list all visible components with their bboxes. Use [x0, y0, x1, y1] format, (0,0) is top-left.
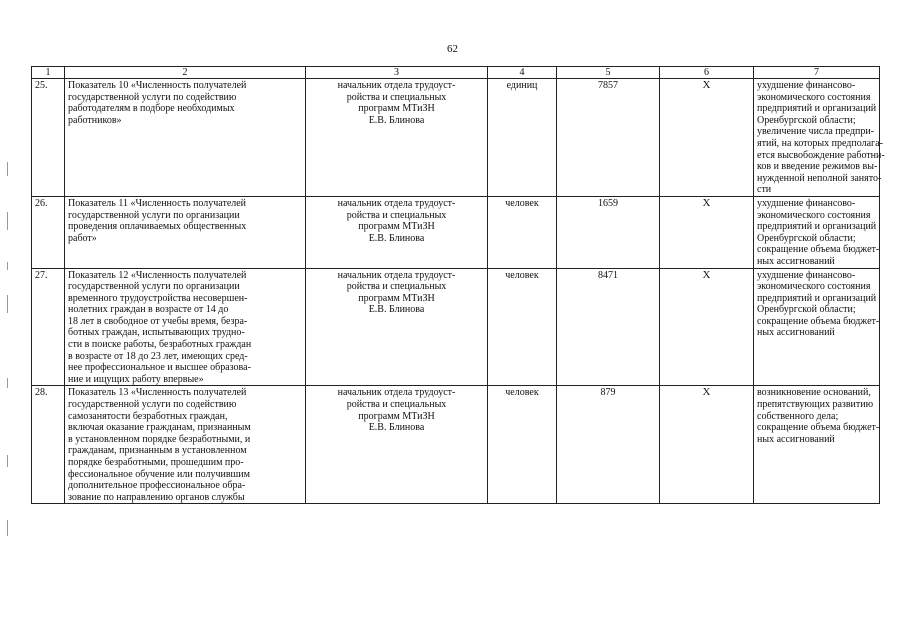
risks-cell-line: ухудшение финансово- [757, 80, 856, 91]
indicator-cell-line: самозанятости безработных граждан, [68, 410, 228, 422]
table-row [32, 79, 880, 197]
table-row [32, 196, 880, 268]
table-row [32, 268, 880, 386]
indicator-cell-line: Показатель 10 «Численность получателей [68, 80, 247, 91]
risks-cell-line: ухудшение финансово- [757, 197, 856, 209]
risks-cell-line: увеличение числа предпри- [757, 126, 875, 138]
risks-cell [754, 79, 885, 197]
risks-cell-line: препятствующих развитию [757, 399, 874, 411]
margin-mark [7, 378, 8, 388]
column-header: 1 [32, 67, 65, 79]
risks-cell-line: ных ассигнований [757, 327, 835, 339]
risks-cell-line: ухудшение финансово- [757, 269, 856, 281]
indicator-cell-line: работников» [68, 114, 122, 126]
header-row [32, 67, 880, 79]
risks-cell-line: экономического состояния [757, 209, 871, 221]
indicator-cell-line: нолетних граждан в возрасте от 14 до [68, 304, 229, 316]
value-cell: 879 [557, 386, 660, 504]
risks-cell-line: предприятий и организаций [757, 221, 877, 233]
mark-cell: Х [660, 268, 754, 386]
indicator-cell-line: порядке безработными, прошедшим про- [68, 457, 244, 468]
margin-mark [7, 162, 8, 176]
risks-cell-line: Оренбургской области; [757, 304, 856, 316]
indicator-cell-line: Показатель 12 «Численность получателей [68, 269, 247, 281]
margin-mark [7, 262, 8, 270]
responsible-cell-line: программ МТиЗН [358, 103, 435, 115]
indicator-cell-line: ботных граждан, испытывающих трудно- [68, 327, 245, 339]
risks-cell-line: сокращение объема бюджет- [757, 244, 880, 256]
responsible-cell-line: ройства и специальных [346, 91, 447, 103]
indicator-cell-line: государственной услуги по организации [68, 281, 240, 293]
page-number: 62 [447, 43, 458, 55]
indicator-cell-line: временного трудоустройства несовершен- [68, 292, 248, 304]
risks-cell-line: Оренбургской области; [757, 114, 856, 126]
responsible-cell-line: начальник отдела трудоуст- [337, 269, 456, 281]
risks-cell-line: ных ассигнований [757, 255, 835, 267]
indicator-cell [65, 386, 306, 504]
risks-cell-line: возникновение оснований, [757, 387, 871, 399]
risks-cell-line: сокращение объема бюджет- [757, 422, 880, 434]
risks-cell [754, 268, 880, 386]
row-number: 25. [32, 79, 65, 197]
risks-cell-line: Оренбургской области; [757, 232, 856, 244]
responsible-cell [306, 79, 488, 197]
row-number: 26. [32, 196, 65, 268]
responsible-cell-line: Е.В. Блинова [368, 232, 425, 244]
indicator-cell-line: государственной услуги по содействию [68, 399, 237, 411]
value-cell: 8471 [557, 268, 660, 386]
indicator-cell-line: в установленном порядке безработными, и [68, 433, 251, 445]
responsible-cell-line: ройства и специальных [346, 281, 447, 293]
indicator-cell-line: включая оказание гражданам, признанным [68, 422, 251, 434]
risks-cell-line: ков и введение режимов вы- [757, 161, 878, 173]
column-header: 2 [65, 67, 306, 79]
margin-mark [7, 520, 8, 536]
indicator-cell-line: работодателям в подборе необходимых [68, 103, 235, 115]
risks-cell-line: сти [757, 184, 772, 196]
value-cell: 1659 [557, 196, 660, 268]
risks-cell-line: собственного дела; [757, 410, 839, 422]
row-number: 28. [32, 386, 65, 504]
risks-cell-line: ется высвобождение работни- [757, 149, 885, 161]
responsible-cell [306, 386, 488, 504]
indicator-cell-line: дополнительное профессиональное обра- [68, 480, 246, 492]
value-cell: 7857 [557, 79, 660, 197]
indicator-cell-line: работ» [68, 232, 97, 244]
responsible-cell [306, 268, 488, 386]
indicator-cell-line: в возрасте от 18 до 23 лет, имеющих сред- [68, 350, 248, 362]
unit-cell: человек [488, 268, 557, 386]
responsible-cell-line: Е.В. Блинова [368, 422, 425, 434]
indicator-cell-line: государственной услуги по содействию [68, 91, 237, 103]
unit-cell: человек [488, 386, 557, 504]
risks-cell-line: предприятий и организаций [757, 292, 877, 304]
responsible-cell-line: программ МТиЗН [358, 221, 435, 233]
mark-cell: Х [660, 386, 754, 504]
indicator-cell-line: ние и ищущих работу впервые» [68, 373, 204, 385]
responsible-cell-line: программ МТиЗН [358, 292, 435, 304]
responsible-cell-line: Е.В. Блинова [368, 114, 425, 126]
table-row [32, 386, 880, 504]
row-number: 27. [32, 268, 65, 386]
indicator-cell-line: сти в поиске работы, безработных граждан [68, 339, 252, 351]
risks-cell [754, 386, 880, 504]
responsible-cell-line: начальник отдела трудоуст- [337, 80, 456, 91]
indicator-cell [65, 79, 306, 197]
indicator-cell [65, 196, 306, 268]
column-header: 3 [306, 67, 488, 79]
mark-cell: Х [660, 79, 754, 197]
margin-mark [7, 212, 8, 230]
column-header: 4 [488, 67, 557, 79]
indicator-cell-line: Показатель 11 «Численность получателей [68, 197, 247, 209]
indicator-cell-line: государственной услуги по организации [68, 209, 240, 221]
indicator-cell-line: проведения оплачиваемых общественных [68, 221, 247, 233]
indicator-cell-line: фессиональное обучение или получившим [68, 468, 250, 480]
indicator-cell-line: гражданам, признанным в установленном [68, 445, 247, 457]
responsible-cell [306, 196, 488, 268]
responsible-cell-line: ройства и специальных [346, 209, 447, 221]
risks-cell-line: предприятий и организаций [757, 103, 877, 115]
risks-cell-line: нужденной неполной занято- [757, 172, 882, 184]
risks-cell-line: сокращение объема бюджет- [757, 315, 880, 327]
risks-cell-line: ятий, на которых предполага- [757, 137, 883, 149]
indicators-table [31, 66, 885, 504]
responsible-cell-line: ройства и специальных [346, 399, 447, 411]
column-header: 7 [754, 67, 880, 79]
responsible-cell-line: программ МТиЗН [358, 410, 435, 422]
unit-cell: человек [488, 196, 557, 268]
indicator-cell-line: Показатель 13 «Численность получателей [68, 387, 247, 399]
column-header: 5 [557, 67, 660, 79]
mark-cell: Х [660, 196, 754, 268]
risks-cell-line: экономического состояния [757, 281, 871, 293]
risks-cell [754, 196, 880, 268]
indicator-cell-line: 18 лет в свободное от учебы время, безра- [68, 315, 248, 327]
risks-cell-line: экономического состояния [757, 91, 871, 103]
responsible-cell-line: начальник отдела трудоуст- [337, 387, 456, 399]
indicator-cell-line: нее профессиональное и высшее образова- [68, 362, 251, 374]
risks-cell-line: ных ассигнований [757, 433, 835, 445]
margin-mark [7, 455, 8, 467]
margin-mark [7, 295, 8, 313]
responsible-cell-line: Е.В. Блинова [368, 304, 425, 316]
unit-cell: единиц [488, 79, 557, 197]
indicator-cell [65, 268, 306, 386]
indicator-cell-line: зование по направлению органов службы [68, 491, 245, 503]
responsible-cell-line: начальник отдела трудоуст- [337, 197, 456, 209]
column-header: 6 [660, 67, 754, 79]
